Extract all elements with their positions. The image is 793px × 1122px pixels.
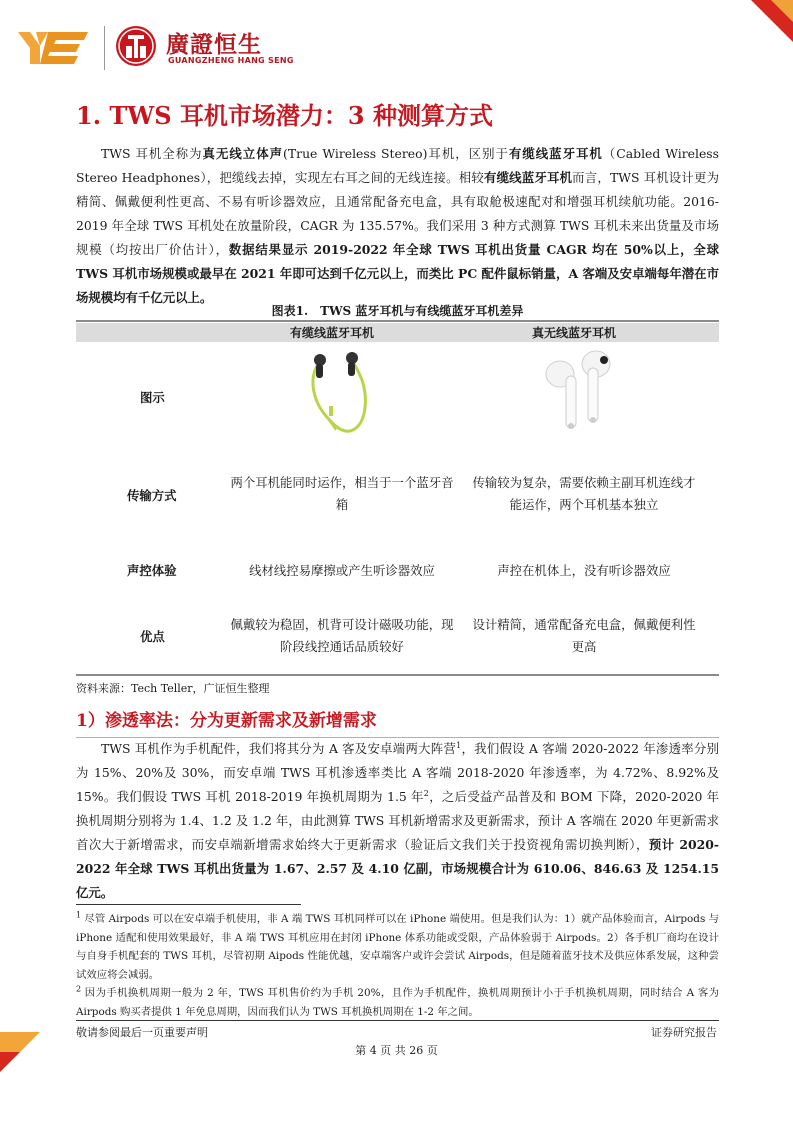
footer-report-type: 证券研究报告 bbox=[651, 1026, 717, 1039]
row-label-transmission: 传输方式 bbox=[127, 488, 177, 503]
cell-advantages-cabled: 佩戴较为稳固，机背可设计磁吸功能，现阶段线控通话品质较好 bbox=[230, 617, 454, 654]
cell-voice-cabled: 线材线控易摩擦或产生听诊器效应 bbox=[249, 563, 435, 578]
row-label-advantages: 优点 bbox=[140, 629, 165, 644]
page-header bbox=[18, 22, 318, 74]
brand-name-en: GUANGZHENG HANG SENG bbox=[168, 56, 294, 65]
footnote-2 bbox=[76, 984, 719, 1021]
intro-paragraph bbox=[76, 142, 719, 310]
intro-bold-3: 有缆线蓝牙耳机 bbox=[483, 170, 573, 185]
intro-text-4: 而言，TWS 耳机设计更为精简、佩戴便利性更高、不易有听诊器效应，且通常配备充电盒，具有取舱极速配对和增强耳机续航功能。2016-2019 年全球 TWS 耳机处在放量阶段，CAGR 为 135.57%。我们采用 3 种方式测算 TWS 耳机未来出货量及市场规模（均按出厂价估计）， bbox=[76, 170, 719, 257]
intro-text-3: （Cabled Wireless Stereo Headphones），把缆线去掉，实现左右耳之间的无线连接。相较 bbox=[76, 146, 720, 185]
footnote-text-1: 尽管 Airpods 可以在安卓端手机使用，非 A 端 TWS 耳机同样可以在 iPhone 端使用。但是我们认为：1）就产品体验而言，Airpods 与 iPhone 适配和使用效果最好，非 A 端 TWS 耳机应用在封闭 iPhone 体系功能或受限，产品体验弱于 Airpods。2）各手机厂商均在设计与自身手机配套的 TWS 耳机，尽管初期 Aipods 性能优越，安卓端客户或许会尝试 Airpods，但是随着蓝牙技术及供应体系发展，这种尝试效应将会减弱。 bbox=[76, 913, 719, 981]
footnote-ref-1[interactable]: 1 bbox=[456, 740, 462, 750]
footnote-mark-2: 2 bbox=[76, 984, 82, 994]
subsection-title: 1）渗透率法：分为更新需求及新增需求 bbox=[76, 711, 377, 731]
table-header bbox=[0, 322, 793, 342]
sub-bold-1: 预计 2020-2022 年全球 TWS 耳机出货量为 1.67、2.57 及 4.10 亿副，市场规模合计为 610.06、846.63 及 1254.15 亿元。 bbox=[76, 837, 719, 900]
cell-transmission-cabled: 两个耳机能同时运作，相当于一个蓝牙音箱 bbox=[230, 475, 454, 512]
intro-bold-4: 数据结果显示 2019-2022 年全球 TWS 耳机出货量 CAGR 均在 50%以上，全球 TWS 耳机市场规模或最早在 2021 年即可达到千亿元以上，而类比 PC 配件鼠标销量，A 客端及安卓端每年潜在市场规模均有千亿元以上。 bbox=[76, 242, 719, 305]
row-label-illustration: 图示 bbox=[140, 390, 165, 405]
sub-text-3: ，之后受益产品普及和 BOM 下降，2020-2020 年换机周期分别将为 1.4、1.2 及 1.2 年，由此测算 TWS 耳机新增需求及更新需求，预计 A 客端在 2020 年更新需求首次大于新增需求，而安卓端新增需求始终大于更新需求（验证后文我们关于投资视角需切换判断）， bbox=[76, 789, 720, 852]
airpods-image bbox=[540, 346, 620, 442]
brand-name-cn: 廣證恒生 bbox=[166, 32, 262, 58]
penetration-paragraph bbox=[76, 737, 719, 905]
figure-source: 资料来源：Tech Teller，广证恒生整理 bbox=[76, 682, 270, 695]
cell-advantages-tws: 设计精简，通常配备充电盒，佩戴便利性更高 bbox=[472, 617, 696, 654]
footnote-ref-2[interactable]: 2 bbox=[423, 788, 429, 798]
figure-title: 图表1. TWS 蓝牙耳机与有线缆蓝牙耳机差异 bbox=[271, 304, 524, 318]
footer-disclaimer: 敬请参阅最后一页重要声明 bbox=[76, 1026, 208, 1039]
intro-bold-2: 有缆线蓝牙耳机 bbox=[508, 146, 603, 161]
section-title: 1. TWS 耳机市场潜力：3 种测算方式 bbox=[76, 101, 493, 130]
logo-divider bbox=[104, 26, 105, 70]
ye-logo-icon bbox=[18, 28, 90, 68]
sub-text-1: TWS 耳机作为手机配件，我们将其分为 A 客及安卓端两大阵营 bbox=[101, 741, 457, 756]
footnote-text-2: 因为手机换机周期一般为 2 年，TWS 耳机售价约为手机 20%，且作为手机配件，换机周期预计小于手机换机周期，同时结合 A 客为 Airpods 购买者提供 1 年免息周期，因而我们认为 TWS 耳机换机周期在 1-2 年之间。 bbox=[76, 987, 719, 1018]
footnotes bbox=[76, 910, 719, 1021]
intro-bold-1: 真无线立体声 bbox=[202, 146, 284, 161]
row-label-voice-control: 声控体验 bbox=[127, 563, 177, 578]
figure-bottom-rule bbox=[76, 674, 719, 676]
sub-text-2: ，我们假设 A 客端 2020-2022 年渗透率分别为 15%、20%及 30%，而安卓端 TWS 耳机渗透率类比 A 客端 2018-2020 年渗透率，为 4.72%、8.92%及 15%。我们假设 TWS 耳机 2018-2019 年换机周期为 1.5 年 bbox=[76, 741, 719, 804]
table-col-cabled: 有缆线蓝牙耳机 bbox=[290, 326, 375, 340]
footnote-1 bbox=[76, 910, 719, 984]
footnote-rule bbox=[76, 904, 301, 905]
seal-logo-icon bbox=[114, 24, 158, 68]
footnote-mark-1: 1 bbox=[76, 910, 82, 920]
cabled-earphone-image bbox=[296, 350, 386, 442]
page-number: 第 4 页 共 26 页 bbox=[355, 1044, 438, 1057]
table-col-tws: 真无线蓝牙耳机 bbox=[532, 326, 617, 340]
intro-text-1: TWS 耳机全称为 bbox=[101, 146, 203, 161]
footer-rule bbox=[76, 1020, 719, 1021]
cell-transmission-tws: 传输较为复杂，需要依赖主副耳机连线才能运作，两个耳机基本独立 bbox=[472, 475, 696, 512]
cell-voice-tws: 声控在机体上，没有听诊器效应 bbox=[497, 563, 671, 578]
intro-text-2: (True Wireless Stereo)耳机，区别于 bbox=[283, 146, 509, 161]
corner-decoration-top-inner bbox=[771, 0, 793, 22]
